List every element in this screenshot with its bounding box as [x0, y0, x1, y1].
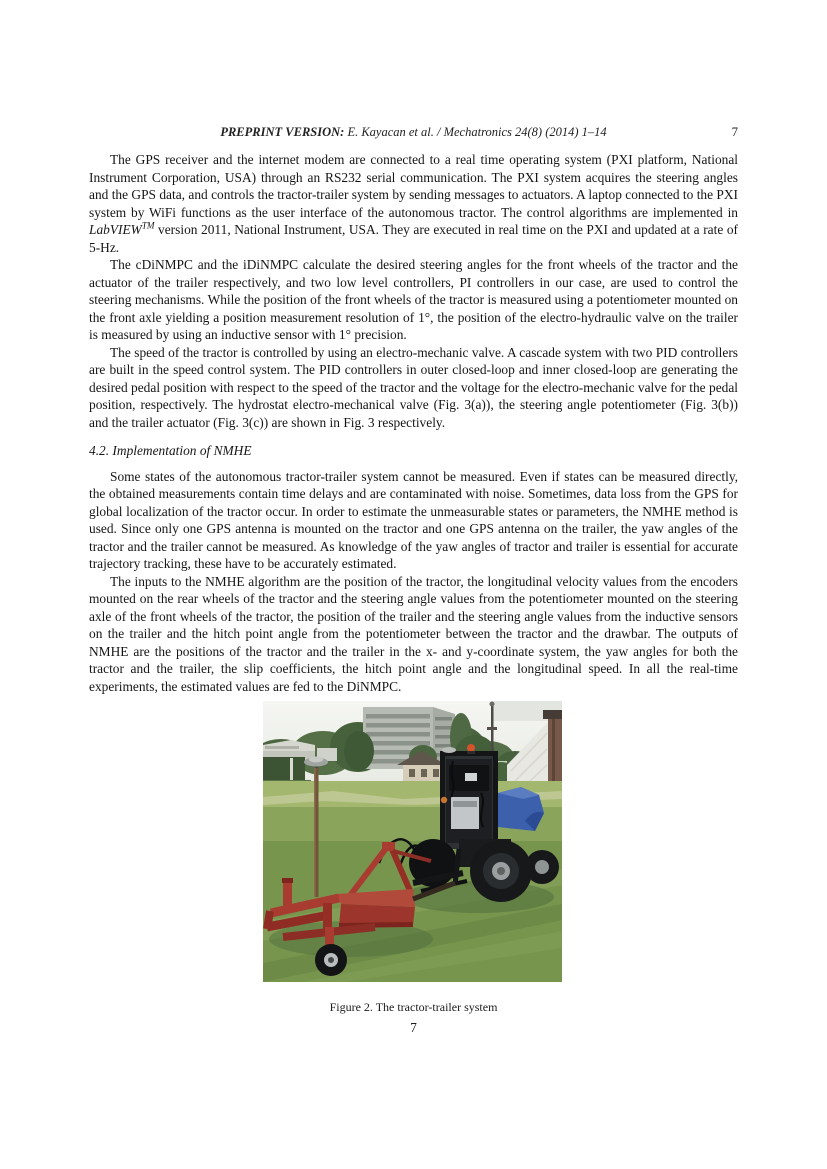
paragraph-text: LabVIEW: [89, 222, 142, 237]
paragraph-text: TM: [141, 220, 155, 231]
paragraph: [89, 151, 738, 256]
running-head-citation: E. Kayacan et al. / Mechatronics 24(8) (2014) 1–14: [344, 125, 607, 139]
body-text: [89, 151, 738, 695]
tractor-gps-dome: [442, 747, 456, 753]
figure-caption: Figure 2. The tractor-trailer system: [329, 1000, 498, 1014]
paragraph-group-after: [89, 468, 738, 696]
paragraph-text: version 2011, National Instrument, USA. They are executed in real time on the PXI and updated at a rate of 5-Hz.: [89, 222, 738, 255]
figure-photo: [263, 701, 562, 982]
paragraph-text: The speed of the tractor is controlled by using an electro-mechanic valve. A cascade system with two PID controllers are built in the speed control system. The PID controllers in outer closed-loop and inner closed-loop are generating the desired pedal position with respect to the speed of the tractor and the voltage for the electro-mechanic valve for the pedal position, respectively. The hydrostat electro-mechanical valve (Fig. 3(a)), the steering angle potentiometer (Fig. 3(b)) and the trailer actuator (Fig. 3(c)) are shown in Fig. 3 respectively.: [89, 344, 738, 430]
turn-signal: [441, 797, 447, 803]
paragraph: [89, 573, 738, 696]
paragraph-text: The inputs to the NMHE algorithm are the position of the tractor, the longitudinal velocity values from the encoders mounted on the rear wheels of the tractor and the steering angle values from the potentiometer mounted on the steering axle of the front wheels of the tractor, the position of the trailer and the steering angle values from the inductive sensors on the trailer and the hitch point angle from the potentiometer between the tractor and the drawbar. The outputs of NMHE are the positions of the tractor and the trailer in the x- and y-coordinate system, the yaw angles for both the tractor and the trailer, the slip coefficients, the hitch point angle and the longitudinal speed. In all the real-time experiments, the estimated values are fed to the DiNMPC.: [89, 573, 738, 694]
running-head-label: PREPRINT VERSION:: [220, 125, 345, 139]
section-heading: 4.2. Implementation of NMHE: [89, 443, 252, 458]
paragraph: [89, 468, 738, 573]
hedge: [263, 757, 311, 784]
header-page-number: 7: [731, 125, 738, 139]
beacon-light: [467, 744, 475, 752]
paragraph: [89, 256, 738, 344]
paragraph-text: Some states of the autonomous tractor-trailer system cannot be measured. Even if states can be measured directly, the obtained measurements contain time delays and are contaminated with noise. Sometimes, data loss from the GPS for global localization of the tractor occur. In order to estimate the unmeasurable states or parameters, the NMHE method is used. Since only one GPS antenna is mounted on the tractor and one GPS antenna on the trailer, the yaw angles of the tractor and the trailer cannot be measured. As knowledge of the yaw angles of tractor and trailer is essential for accurate trajectory tracking, these have to be accurately estimated.: [89, 468, 738, 571]
paragraph-text: The cDiNMPC and the iDiNMPC calculate the desired steering angles for the front wheels of the tractor and the actuator of the trailer respectively, and two low level controllers, PI controllers in our case, are used to control the steering mechanisms. While the position of the front wheels of the tractor is measured using a potentiometer mounted on the front axle yielding a position measurement resolution of 1°, the position of the electro-hydraulic valve on the trailer is measured by using an inductive sensor with 1° precision.: [89, 257, 738, 342]
paragraph-group-before: [89, 151, 738, 431]
paragraph: [89, 344, 738, 432]
paragraph-text: The GPS receiver and the internet modem are connected to a real time operating system (PXI platform, National Instrument Corporation, USA) through an RS232 serial communication. The PXI system acquires the steering angles and the GPS data, and controls the tractor-trailer system by sending messages to actuators. A laptop connected to the PXI system by WiFi functions as the user interface of the autonomous tractor. The control algorithms are implemented in: [89, 152, 738, 220]
running-head: [89, 125, 738, 140]
tractor-photo-svg: [263, 701, 562, 982]
footer-page-number: 7: [410, 1020, 417, 1035]
